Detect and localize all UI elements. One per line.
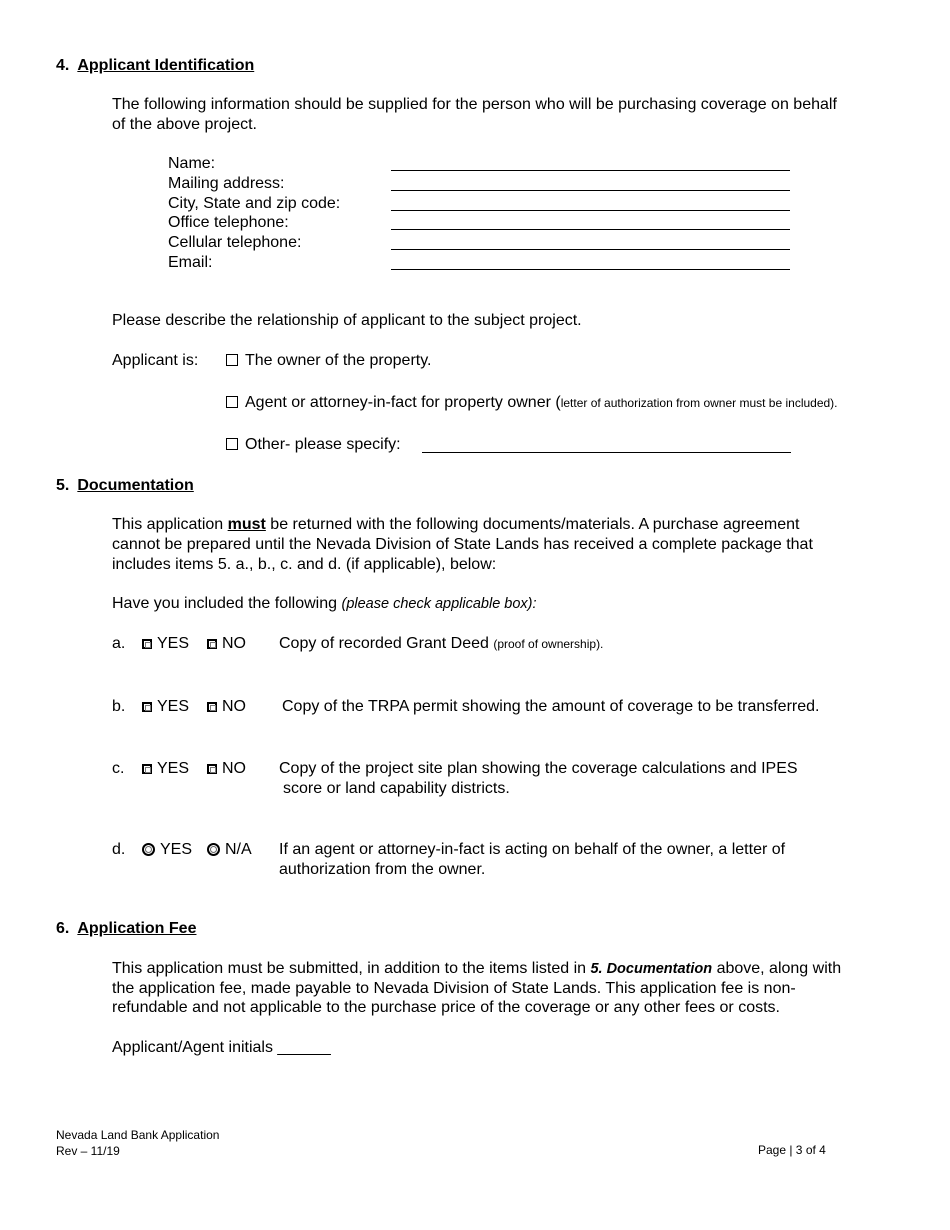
section-4-heading: 4. Applicant Identification <box>56 57 255 74</box>
city-state-zip-input-line[interactable] <box>391 210 790 211</box>
item-c-no[interactable]: NO <box>207 759 246 779</box>
item-c-description-line-1: Copy of the project site plan showing the coverage calculations and IPES <box>279 760 798 777</box>
item-d-letter: d. <box>112 841 126 858</box>
must-emphasis: must <box>227 516 266 533</box>
agent-checkbox[interactable] <box>226 396 238 408</box>
item-c-letter: c. <box>112 760 125 777</box>
field-label-email: Email: <box>168 254 213 271</box>
section-5-heading: 5. Documentation <box>56 477 194 494</box>
item-b-yes-checkbox[interactable] <box>142 702 152 712</box>
section-6-line-1: This application must be submitted, in addition to the items listed in 5. Documentation above, along with <box>112 960 842 977</box>
item-b-description: Copy of the TRPA permit showing the amount of coverage to be transferred. <box>282 698 820 715</box>
field-label-mailing-address: Mailing address: <box>168 175 285 192</box>
section-6-line-3: refundable and not applicable to the purchase price of the coverage or any other fees or costs. <box>112 999 780 1016</box>
item-a-no-checkbox[interactable] <box>207 639 217 649</box>
field-label-city-state-zip: City, State and zip code: <box>168 195 341 212</box>
mailing-address-input-line[interactable] <box>391 190 790 191</box>
field-label-cellular-telephone: Cellular telephone: <box>168 234 302 251</box>
section-5-intro-line-3: includes items 5. a., b., c. and d. (if applicable), below: <box>112 556 497 573</box>
other-checkbox[interactable] <box>226 438 238 450</box>
item-b-no-checkbox[interactable] <box>207 702 217 712</box>
option-owner[interactable]: The owner of the property. <box>226 351 431 371</box>
item-a-description: Copy of recorded Grant Deed (proof of ownership). <box>279 635 604 652</box>
section-5-intro-line-1: This application must be returned with the following documents/materials. A purchase agreement <box>112 516 800 533</box>
applicant-initials-field[interactable]: Applicant/Agent initials ______ <box>112 1039 331 1056</box>
item-b-letter: b. <box>112 698 126 715</box>
item-d-yes[interactable]: YES <box>142 840 192 860</box>
item-d-description-line-1: If an agent or attorney-in-fact is acting on behalf of the owner, a letter of <box>279 841 786 858</box>
applicant-is-label: Applicant is: <box>112 352 199 369</box>
relationship-prompt: Please describe the relationship of applicant to the subject project. <box>112 312 582 329</box>
item-d-description-line-2: authorization from the owner. <box>279 861 486 878</box>
option-agent[interactable]: Agent or attorney-in-fact for property owner (letter of authorization from owner must be included). <box>226 393 838 413</box>
cellular-telephone-input-line[interactable] <box>391 249 790 250</box>
item-d-na[interactable]: N/A <box>207 840 252 860</box>
item-a-yes-checkbox[interactable] <box>142 639 152 649</box>
item-c-yes-checkbox[interactable] <box>142 764 152 774</box>
item-d-na-radio[interactable] <box>207 843 220 856</box>
email-input-line[interactable] <box>391 269 790 270</box>
section-4-intro-line-2: of the above project. <box>112 116 257 133</box>
other-specify-input-line[interactable] <box>422 452 791 453</box>
section-6-line-2: the application fee, made payable to Nevada Division of State Lands. This application fee is non- <box>112 980 796 997</box>
field-label-office-telephone: Office telephone: <box>168 214 289 231</box>
footer-revision: Rev – 11/19 <box>56 1144 120 1158</box>
item-b-yes[interactable]: YES <box>142 697 189 717</box>
item-a-yes[interactable]: YES <box>142 634 189 654</box>
have-you-included: Have you included the following (please check applicable box): <box>112 595 537 612</box>
item-b-no[interactable]: NO <box>207 697 246 717</box>
documentation-reference: 5. Documentation <box>590 961 713 977</box>
item-d-yes-radio[interactable] <box>142 843 155 856</box>
footer-page-number: Page | 3 of 4 <box>758 1143 826 1157</box>
owner-checkbox[interactable] <box>226 354 238 366</box>
item-a-letter: a. <box>112 635 126 652</box>
footer-document-name: Nevada Land Bank Application <box>56 1128 220 1142</box>
item-c-description-line-2: score or land capability districts. <box>283 780 510 797</box>
section-5-intro-line-2: cannot be prepared until the Nevada Division of State Lands has received a complete package that <box>112 536 813 553</box>
section-6-heading: 6. Application Fee <box>56 920 197 937</box>
item-c-yes[interactable]: YES <box>142 759 189 779</box>
field-label-name: Name: <box>168 155 216 172</box>
item-c-no-checkbox[interactable] <box>207 764 217 774</box>
office-telephone-input-line[interactable] <box>391 229 790 230</box>
section-4-intro-line-1: The following information should be supplied for the person who will be purchasing coverage on behalf <box>112 96 837 113</box>
option-other[interactable]: Other- please specify: <box>226 435 401 455</box>
name-input-line[interactable] <box>391 170 790 171</box>
item-a-no[interactable]: NO <box>207 634 246 654</box>
